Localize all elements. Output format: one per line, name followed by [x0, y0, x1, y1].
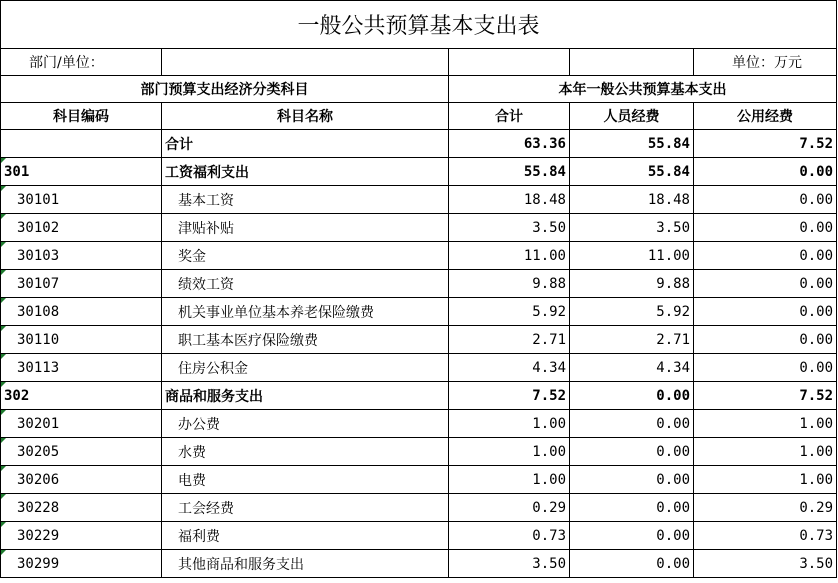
- cell-total[interactable]: 7.52: [449, 382, 570, 410]
- cell-personnel[interactable]: 2.71: [570, 326, 694, 354]
- cell-total[interactable]: 55.84: [449, 158, 570, 186]
- unit-label: 单位：万元: [694, 49, 837, 76]
- table-row: [1, 466, 837, 494]
- cell-public[interactable]: 0.00: [694, 298, 837, 326]
- cell-total[interactable]: 63.36: [449, 130, 570, 158]
- blank-cell[interactable]: [570, 49, 694, 76]
- cell-marker-icon: [1, 354, 6, 359]
- cell-total[interactable]: 9.88: [449, 270, 570, 298]
- cell-public[interactable]: 7.52: [694, 130, 837, 158]
- cell-name[interactable]: 津贴补贴: [162, 214, 449, 242]
- cell-code[interactable]: [1, 270, 162, 298]
- cell-total[interactable]: 0.29: [449, 494, 570, 522]
- cell-code-text: 30201: [17, 415, 60, 432]
- table-row: [1, 494, 837, 522]
- cell-name[interactable]: 电费: [162, 466, 449, 494]
- table-row: [1, 438, 837, 466]
- cell-public[interactable]: 0.29: [694, 494, 837, 522]
- cell-name[interactable]: 合计: [162, 130, 449, 158]
- cell-code[interactable]: [1, 382, 162, 410]
- table-row: [1, 410, 837, 438]
- cell-total[interactable]: 18.48: [449, 186, 570, 214]
- cell-name[interactable]: 办公费: [162, 410, 449, 438]
- col-header-public: 公用经费: [694, 103, 837, 130]
- cell-marker-icon: [1, 298, 6, 303]
- cell-personnel[interactable]: 4.34: [570, 354, 694, 382]
- cell-public[interactable]: 0.00: [694, 354, 837, 382]
- cell-personnel[interactable]: 0.00: [570, 382, 694, 410]
- cell-code[interactable]: [1, 130, 162, 158]
- cell-public[interactable]: 1.00: [694, 466, 837, 494]
- cell-code-text: 30103: [17, 247, 60, 264]
- cell-code[interactable]: [1, 158, 162, 186]
- col-header-code: 科目编码: [1, 103, 162, 130]
- cell-code[interactable]: [1, 214, 162, 242]
- cell-personnel[interactable]: 0.00: [570, 410, 694, 438]
- cell-personnel[interactable]: 55.84: [570, 130, 694, 158]
- cell-public[interactable]: 3.50: [694, 550, 837, 578]
- cell-name[interactable]: 机关事业单位基本养老保险缴费: [162, 298, 449, 326]
- cell-personnel[interactable]: 18.48: [570, 186, 694, 214]
- cell-name[interactable]: 职工基本医疗保险缴费: [162, 326, 449, 354]
- cell-code-text: 30206: [17, 471, 60, 488]
- cell-code[interactable]: [1, 326, 162, 354]
- cell-total[interactable]: 2.71: [449, 326, 570, 354]
- cell-public[interactable]: 1.00: [694, 410, 837, 438]
- dept-value-cell[interactable]: [162, 49, 449, 76]
- table-row: [1, 550, 837, 578]
- cell-marker-icon: [1, 522, 6, 527]
- cell-personnel[interactable]: 55.84: [570, 158, 694, 186]
- group-header-classification: 部门预算支出经济分类科目: [1, 76, 449, 103]
- cell-personnel[interactable]: 3.50: [570, 214, 694, 242]
- cell-public[interactable]: 1.00: [694, 438, 837, 466]
- cell-public[interactable]: 0.00: [694, 214, 837, 242]
- cell-total[interactable]: 0.73: [449, 522, 570, 550]
- table-row: [1, 382, 837, 410]
- cell-marker-icon: [1, 410, 6, 415]
- cell-public[interactable]: 0.00: [694, 186, 837, 214]
- table-row: [1, 298, 837, 326]
- cell-name[interactable]: 其他商品和服务支出: [162, 550, 449, 578]
- table-row: [1, 158, 837, 186]
- cell-name[interactable]: 水费: [162, 438, 449, 466]
- cell-total[interactable]: 1.00: [449, 466, 570, 494]
- cell-code-text: 30110: [17, 331, 60, 348]
- cell-code[interactable]: [1, 410, 162, 438]
- cell-marker-icon: [1, 382, 6, 387]
- cell-personnel[interactable]: 0.00: [570, 466, 694, 494]
- cell-marker-icon: [1, 466, 6, 471]
- table-row: [1, 214, 837, 242]
- col-header-name: 科目名称: [162, 103, 449, 130]
- cell-code[interactable]: [1, 550, 162, 578]
- cell-total[interactable]: 1.00: [449, 438, 570, 466]
- cell-name[interactable]: 福利费: [162, 522, 449, 550]
- cell-name[interactable]: 绩效工资: [162, 270, 449, 298]
- cell-personnel[interactable]: 11.00: [570, 242, 694, 270]
- cell-name[interactable]: 住房公积金: [162, 354, 449, 382]
- cell-name[interactable]: 工资福利支出: [162, 158, 449, 186]
- cell-marker-icon: [1, 494, 6, 499]
- table-row: [1, 522, 837, 550]
- cell-name[interactable]: 奖金: [162, 242, 449, 270]
- table-row: [1, 326, 837, 354]
- cell-personnel[interactable]: 0.00: [570, 438, 694, 466]
- cell-code-text: 302: [4, 387, 30, 404]
- cell-code-text: 30107: [17, 275, 60, 292]
- cell-code-text: 30229: [17, 527, 60, 544]
- table-row: [1, 130, 837, 158]
- table-row: [1, 270, 837, 298]
- cell-code[interactable]: [1, 522, 162, 550]
- cell-code-text: 30299: [17, 555, 60, 572]
- cell-personnel[interactable]: 9.88: [570, 270, 694, 298]
- cell-personnel[interactable]: 0.00: [570, 522, 694, 550]
- cell-marker-icon: [1, 438, 6, 443]
- page-title: 一般公共预算基本支出表: [1, 1, 837, 49]
- table-row: [1, 186, 837, 214]
- table-row: [1, 242, 837, 270]
- cell-name[interactable]: 基本工资: [162, 186, 449, 214]
- cell-marker-icon: [1, 270, 6, 275]
- blank-cell[interactable]: [449, 49, 570, 76]
- cell-total[interactable]: 11.00: [449, 242, 570, 270]
- dept-label: 部门/单位：: [1, 49, 162, 76]
- col-header-total: 合计: [449, 103, 570, 130]
- cell-public[interactable]: 0.00: [694, 326, 837, 354]
- cell-total[interactable]: 5.92: [449, 298, 570, 326]
- cell-code[interactable]: [1, 242, 162, 270]
- cell-code[interactable]: [1, 438, 162, 466]
- cell-code-text: 30101: [17, 191, 60, 208]
- cell-code-text: 30108: [17, 303, 60, 320]
- cell-total[interactable]: 4.34: [449, 354, 570, 382]
- cell-personnel[interactable]: 5.92: [570, 298, 694, 326]
- cell-code[interactable]: [1, 298, 162, 326]
- group-header-expenditure: 本年一般公共预算基本支出: [449, 76, 837, 103]
- cell-marker-icon: [1, 214, 6, 219]
- cell-personnel[interactable]: 0.00: [570, 550, 694, 578]
- cell-code[interactable]: [1, 186, 162, 214]
- cell-marker-icon: [1, 550, 6, 555]
- cell-marker-icon: [1, 326, 6, 331]
- col-header-personnel: 人员经费: [570, 103, 694, 130]
- cell-name[interactable]: 工会经费: [162, 494, 449, 522]
- cell-code[interactable]: [1, 466, 162, 494]
- cell-total[interactable]: 3.50: [449, 550, 570, 578]
- cell-personnel[interactable]: 0.00: [570, 494, 694, 522]
- cell-marker-icon: [1, 242, 6, 247]
- cell-code[interactable]: [1, 494, 162, 522]
- cell-code-text: 30205: [17, 443, 60, 460]
- cell-name[interactable]: 商品和服务支出: [162, 382, 449, 410]
- cell-code-text: 30102: [17, 219, 60, 236]
- cell-code-text: 30113: [17, 359, 60, 376]
- cell-public[interactable]: 0.00: [694, 242, 837, 270]
- table-row: [1, 354, 837, 382]
- cell-code-text: 301: [4, 163, 30, 180]
- cell-total[interactable]: 1.00: [449, 410, 570, 438]
- cell-public[interactable]: 7.52: [694, 382, 837, 410]
- cell-public[interactable]: 0.00: [694, 270, 837, 298]
- cell-marker-icon: [1, 158, 6, 163]
- cell-public[interactable]: 0.00: [694, 158, 837, 186]
- cell-code-text: 30228: [17, 499, 60, 516]
- cell-public[interactable]: 0.73: [694, 522, 837, 550]
- cell-marker-icon: [1, 186, 6, 191]
- cell-total[interactable]: 3.50: [449, 214, 570, 242]
- cell-code[interactable]: [1, 354, 162, 382]
